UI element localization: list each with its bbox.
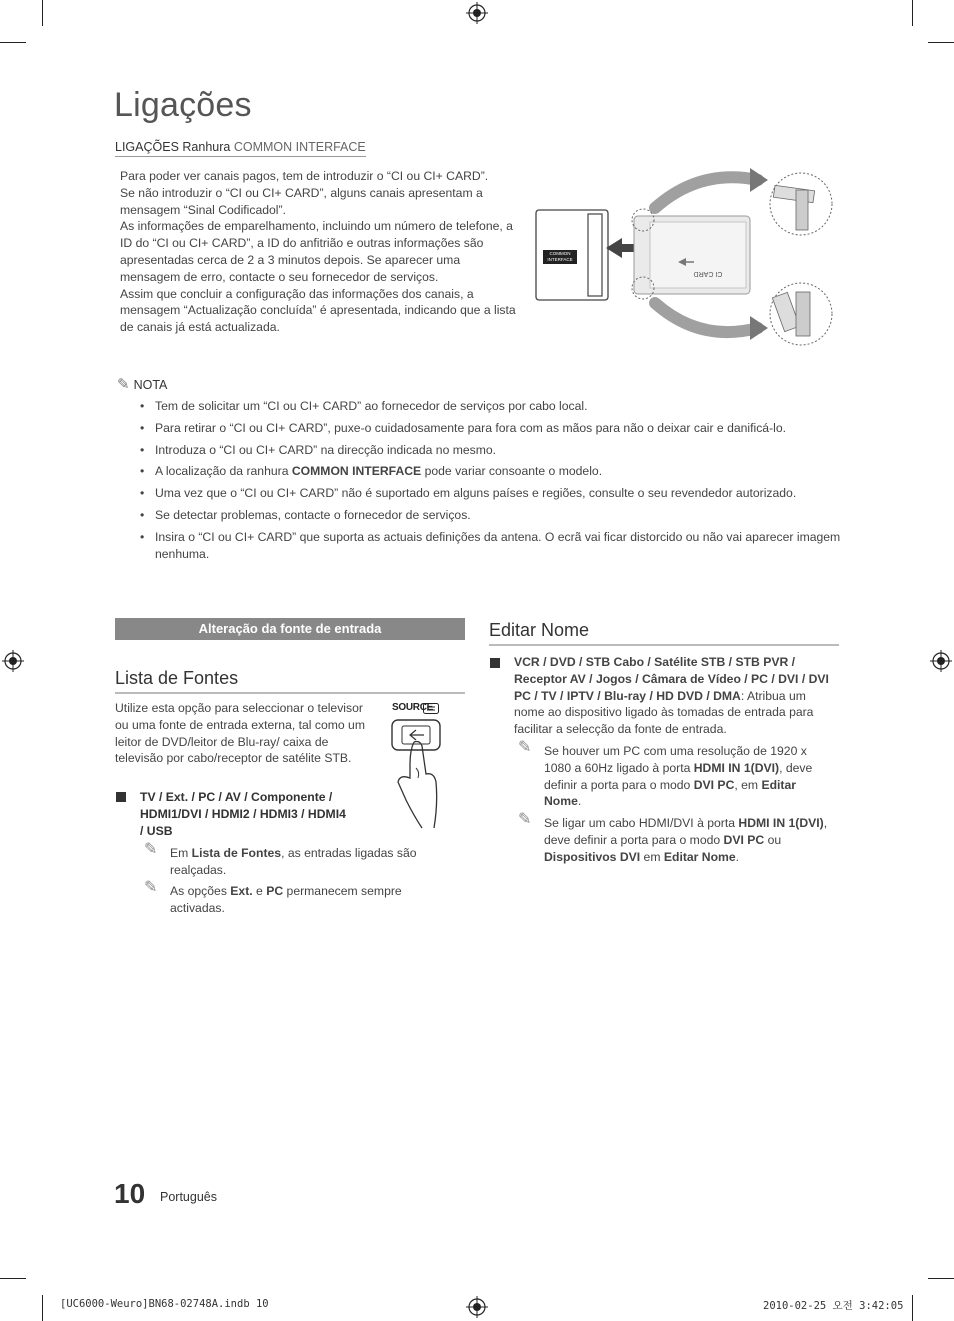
note-bold: Editar Nome [544,777,797,809]
pencil-note-icon: ✎ [518,739,532,756]
note-bold: Ext. [230,884,253,898]
registration-mark-icon [930,650,952,672]
page-title: Ligações [114,86,252,124]
registration-mark-icon [466,2,488,24]
crop-mark [912,0,913,26]
note-bold: Dispositivos DVI [544,849,641,864]
list-item-text: Para retirar o “CI ou CI+ CARD”, puxe-o cuidadosamente para fora com as mãos para não o deixar cair e danificá-lo. [155,420,787,435]
note-text: . [735,849,740,864]
slot-label: INTERFACE [547,257,573,262]
note-text: em [640,849,664,864]
list-item [140,398,845,415]
section-heading: Editar Nome [489,620,839,646]
note-bold: Editar Nome [663,849,736,864]
list-item-text: Tem de solicitar um “CI ou CI+ CARD” ao fornecedor de serviços por cabo local. [155,399,588,413]
list-item-text: Introduza o “CI ou CI+ CARD” na direcção indicada no mesmo. [155,442,497,457]
crop-mark [42,1295,43,1321]
device-list: VCR / DVD / STB Cabo / Satélite STB / STB PVR / Receptor AV / Jogos / Câmara de Vídeo / PC / DVI / DVI PC / TV / IPTV / Blu-ray / HD DVD / DMA [514,655,829,703]
note-bold: DVI PC [723,832,765,847]
list-item-text: Uma vez que o “CI ou CI+ CARD” não é suportado em alguns países e regiões, consulte o seu revendedor autorizado. [155,486,797,501]
note-bold: HDMI IN 1(DVI) [738,816,824,830]
list-item [140,529,845,563]
note-text: As opções [170,884,231,898]
pencil-note-icon: ✎ [117,376,130,393]
hand-pressing-button-icon [388,716,446,834]
source-key-icon [423,703,439,714]
list-item [140,463,845,480]
ci-card-illustration [530,168,840,353]
note-bold: DVI PC [693,777,735,792]
note-text: permanecem sempre activadas. [170,884,402,915]
item-description: : Atribua um nome ao dispositivo ligado às tomadas de entrada para facilitar a selecção da fonte de entrada. [514,688,814,737]
note-text: , deve definir a porta para o modo [544,816,828,847]
note-list [140,398,845,567]
note-bold: Lista de Fontes [191,846,282,860]
edit-name-item [514,654,838,738]
note-item [518,811,836,865]
list-item [140,420,845,437]
section-heading: Lista de Fontes [115,668,465,694]
pencil-note-icon: ✎ [144,841,158,858]
page-number: 10 [114,1178,146,1209]
list-item [140,485,845,502]
crop-mark [42,0,43,26]
intro-text [120,168,520,336]
language-label: Português [160,1190,217,1204]
registration-mark-icon [2,650,24,672]
source-label: SOURCE [392,702,433,713]
crop-mark [912,1295,913,1321]
subtitle-highlight: COMMON INTERFACE [233,140,366,154]
list-item-text: A localização da ranhura [155,464,292,479]
note-item [144,841,450,879]
note-text: , deve definir a porta para o modo [544,760,813,792]
list-item-text: pode variar consoante o modelo. [421,464,603,479]
note-text: e [252,884,267,898]
crop-mark [928,42,954,43]
list-item [140,507,845,524]
print-file-info: [UC6000-Weuro]BN68-02748A.indb 10 [60,1298,269,1310]
note-item [144,879,450,917]
note-bold: PC [266,884,284,898]
note-text: , em [734,777,762,792]
intro-paragraph: Se não introduzir o “CI ou CI+ CARD”, alguns canais apresentam a mensagem “Sinal Codificadol”. [120,185,483,217]
note-bold: HDMI IN 1(DVI) [693,760,780,775]
subtitle-prefix: LIGAÇÕES Ranhura [115,140,234,154]
section-bar: Alteração da fonte de entrada [115,618,465,640]
source-list-item: TV / Ext. / PC / AV / Componente / HDMI1/DVI / HDMI2 / HDMI3 / HDMI4 / USB [140,790,346,838]
note-item [518,739,836,810]
card-label: CI CARD [693,270,723,277]
note-text: Se houver um PC com uma resolução de 1920 x 1080 a 60Hz ligado à porta [544,744,807,775]
note-text: Se ligar um cabo HDMI/DVI à porta [544,816,739,830]
list-item [140,442,845,459]
pencil-note-icon: ✎ [144,879,158,896]
section-body: Utilize esta opção para seleccionar o televisor ou uma fonte de entrada externa, tal como um leitor de DVD/leitor de Blu-ray/ caixa de televisão por cabo/receptor de satélite STB. [115,701,365,766]
note-heading [117,375,167,393]
intro-paragraph: Assim que concluir a configuração das informações dos canais, a mensagem “Actualização concluída” é apresentada, indicando que a lista de canais já está actualizada. [120,286,516,335]
list-square-icon [490,658,500,668]
intro-paragraph: Para poder ver canais pagos, tem de introduzir o “CI ou CI+ CARD”. [120,169,489,183]
crop-mark [928,1278,954,1279]
crop-mark [0,42,26,43]
pencil-note-icon: ✎ [518,811,532,828]
section-subtitle [115,140,366,157]
crop-mark [0,1278,26,1279]
note-text: ou [764,832,782,847]
slot-label: COMMON [549,251,571,256]
note-text: Em [170,846,192,860]
list-item-bold: COMMON INTERFACE [291,464,422,479]
note-text: , as entradas ligadas são realçadas. [170,846,417,877]
list-square-icon [116,792,126,802]
registration-mark-icon [466,1296,488,1318]
list-item-text: Insira o “CI ou CI+ CARD” que suporta as actuais definições da antena. O ecrã vai ficar distorcido ou não vai aparecer imagem nenhuma. [155,529,841,561]
intro-paragraph: As informações de emparelhamento, incluindo um número de telefone, a ID do “CI ou CI+ CARD”, a ID do anfitrião e outras informações são apresentadas cerca de 2 a 3 minutos depois. Se aparecer uma mensagem de erro, contacte o seu fornecedor de serviços. [120,219,513,284]
note-text: . [577,794,582,809]
note-label: NOTA [133,378,168,392]
list-item-text: Se detectar problemas, contacte o fornecedor de serviços. [155,507,471,522]
print-timestamp: 2010-02-25 오전 3:42:05 [763,1300,904,1312]
